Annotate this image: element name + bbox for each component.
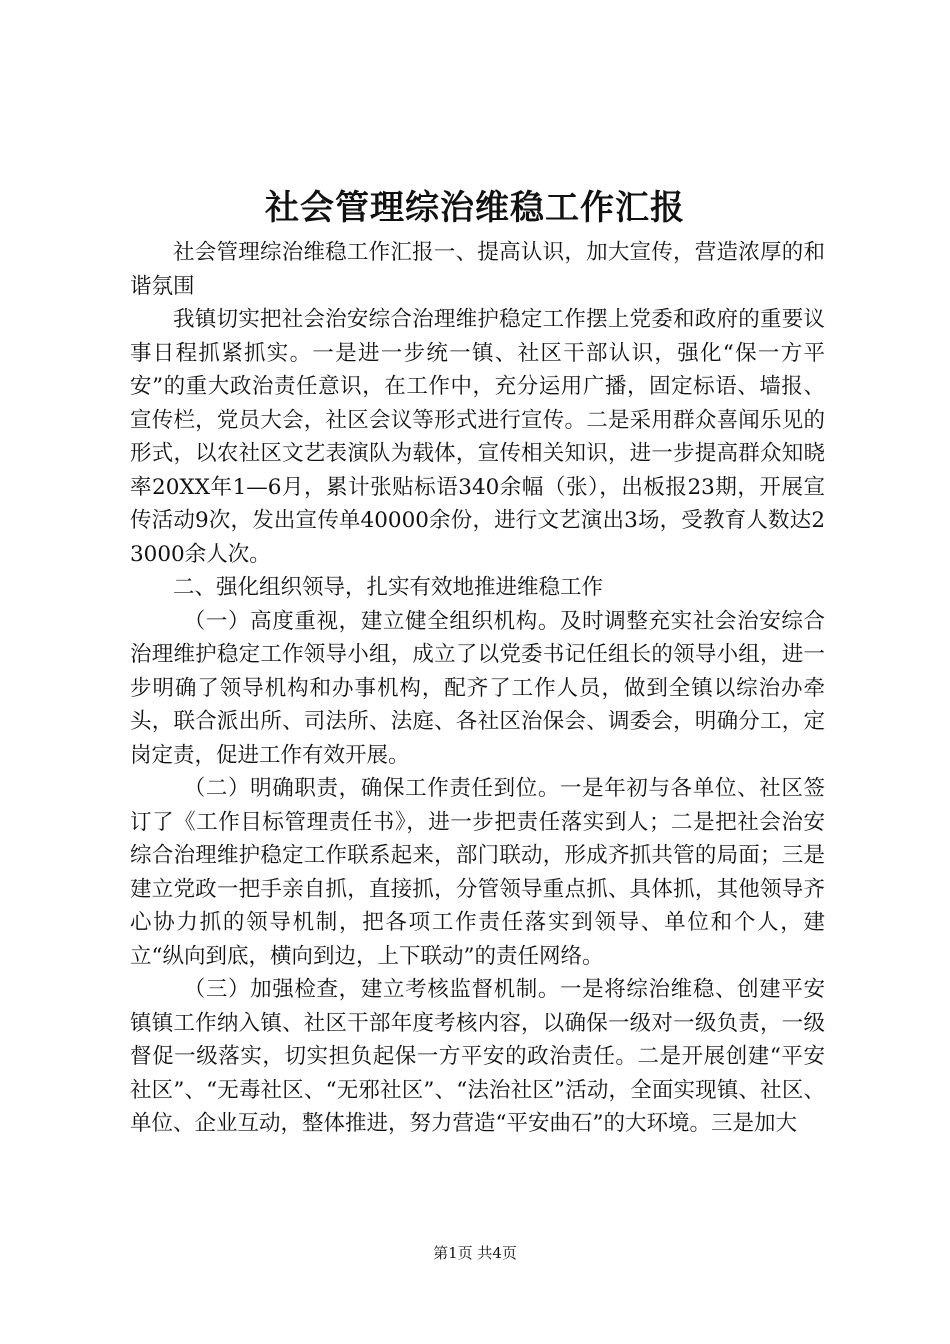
paragraph-organization: （一）高度重视，建立健全组织机构。及时调整充实社会治安综合治理维护稳定工作领导小组，成立了以党委书记任组长的领导小组，进一步明确了领导机构和办事机构，配齐了工作人员，做到全镇以综治办牵头，联合派出所、司法所、法庭、各社区治保会、调委会，明确分工，定岗定责，促进工作有效开展。 xyxy=(130,608,825,768)
paragraph-inspection: （三）加强检查，建立考核监督机制。一是将综治维稳、创建平安镇镇工作纳入镇、社区干部年度考核内容，以确保一级对一级负责，一级督促一级落实，切实担负起保一方平安的政治责任。二是开展创建“平安社区”、“无毒社区、“无邪社区”、“法治社区”活动，全面实现镇、社区、单位、企业互动，整体推进，努力营造“平安曲石”的大环境。三是加大 xyxy=(130,977,825,1136)
paragraph-intro: 社会管理综治维稳工作汇报一、提高认识，加大宣传，营造浓厚的和谐氛围 xyxy=(130,240,825,299)
paragraph-responsibility: （二）明确职责，确保工作责任到位。一是年初与各单位、社区签订了《工作目标管理责任书》，进一步把责任落实到人；二是把社会治安综合治理维护稳定工作联系起来，部门联动，形成齐抓共管的局面；三是建立党政一把手亲自抓，直接抓，分管领导重点抓、具体抓，其他领导齐心协力抓的领导机制，把各项工作责任落实到领导、单位和个人，建立“纵向到底，横向到边，上下联动”的责任网络。 xyxy=(130,776,825,969)
document-title: 社会管理综治维稳工作汇报 xyxy=(265,188,685,228)
document-body xyxy=(130,236,825,1141)
page-footer: 第1页 共4页 xyxy=(433,1244,517,1262)
section-heading-2: 二、强化组织领导，扎实有效地推进维稳工作 xyxy=(173,575,604,600)
paragraph-publicity: 我镇切实把社会治安综合治理维护稳定工作摆上党委和政府的重要议事日程抓紧抓实。一是进一步统一镇、社区干部认识，强化“保一方平安”的重大政治责任意识，在工作中，充分运用广播，固定标语、墙报、宣传栏，党员大会，社区会议等形式进行宣传。二是采用群众喜闻乐见的形式，以农社区文艺表演队为载体，宣传相关知识，进一步提高群众知晓率20XX年1—6月，累计张贴标语340余幅（张），出板报23期，开展宣传活动9次，发出宣传单40000余份，进行文艺演出3场，受教育人数达23000余人次。 xyxy=(130,307,825,567)
